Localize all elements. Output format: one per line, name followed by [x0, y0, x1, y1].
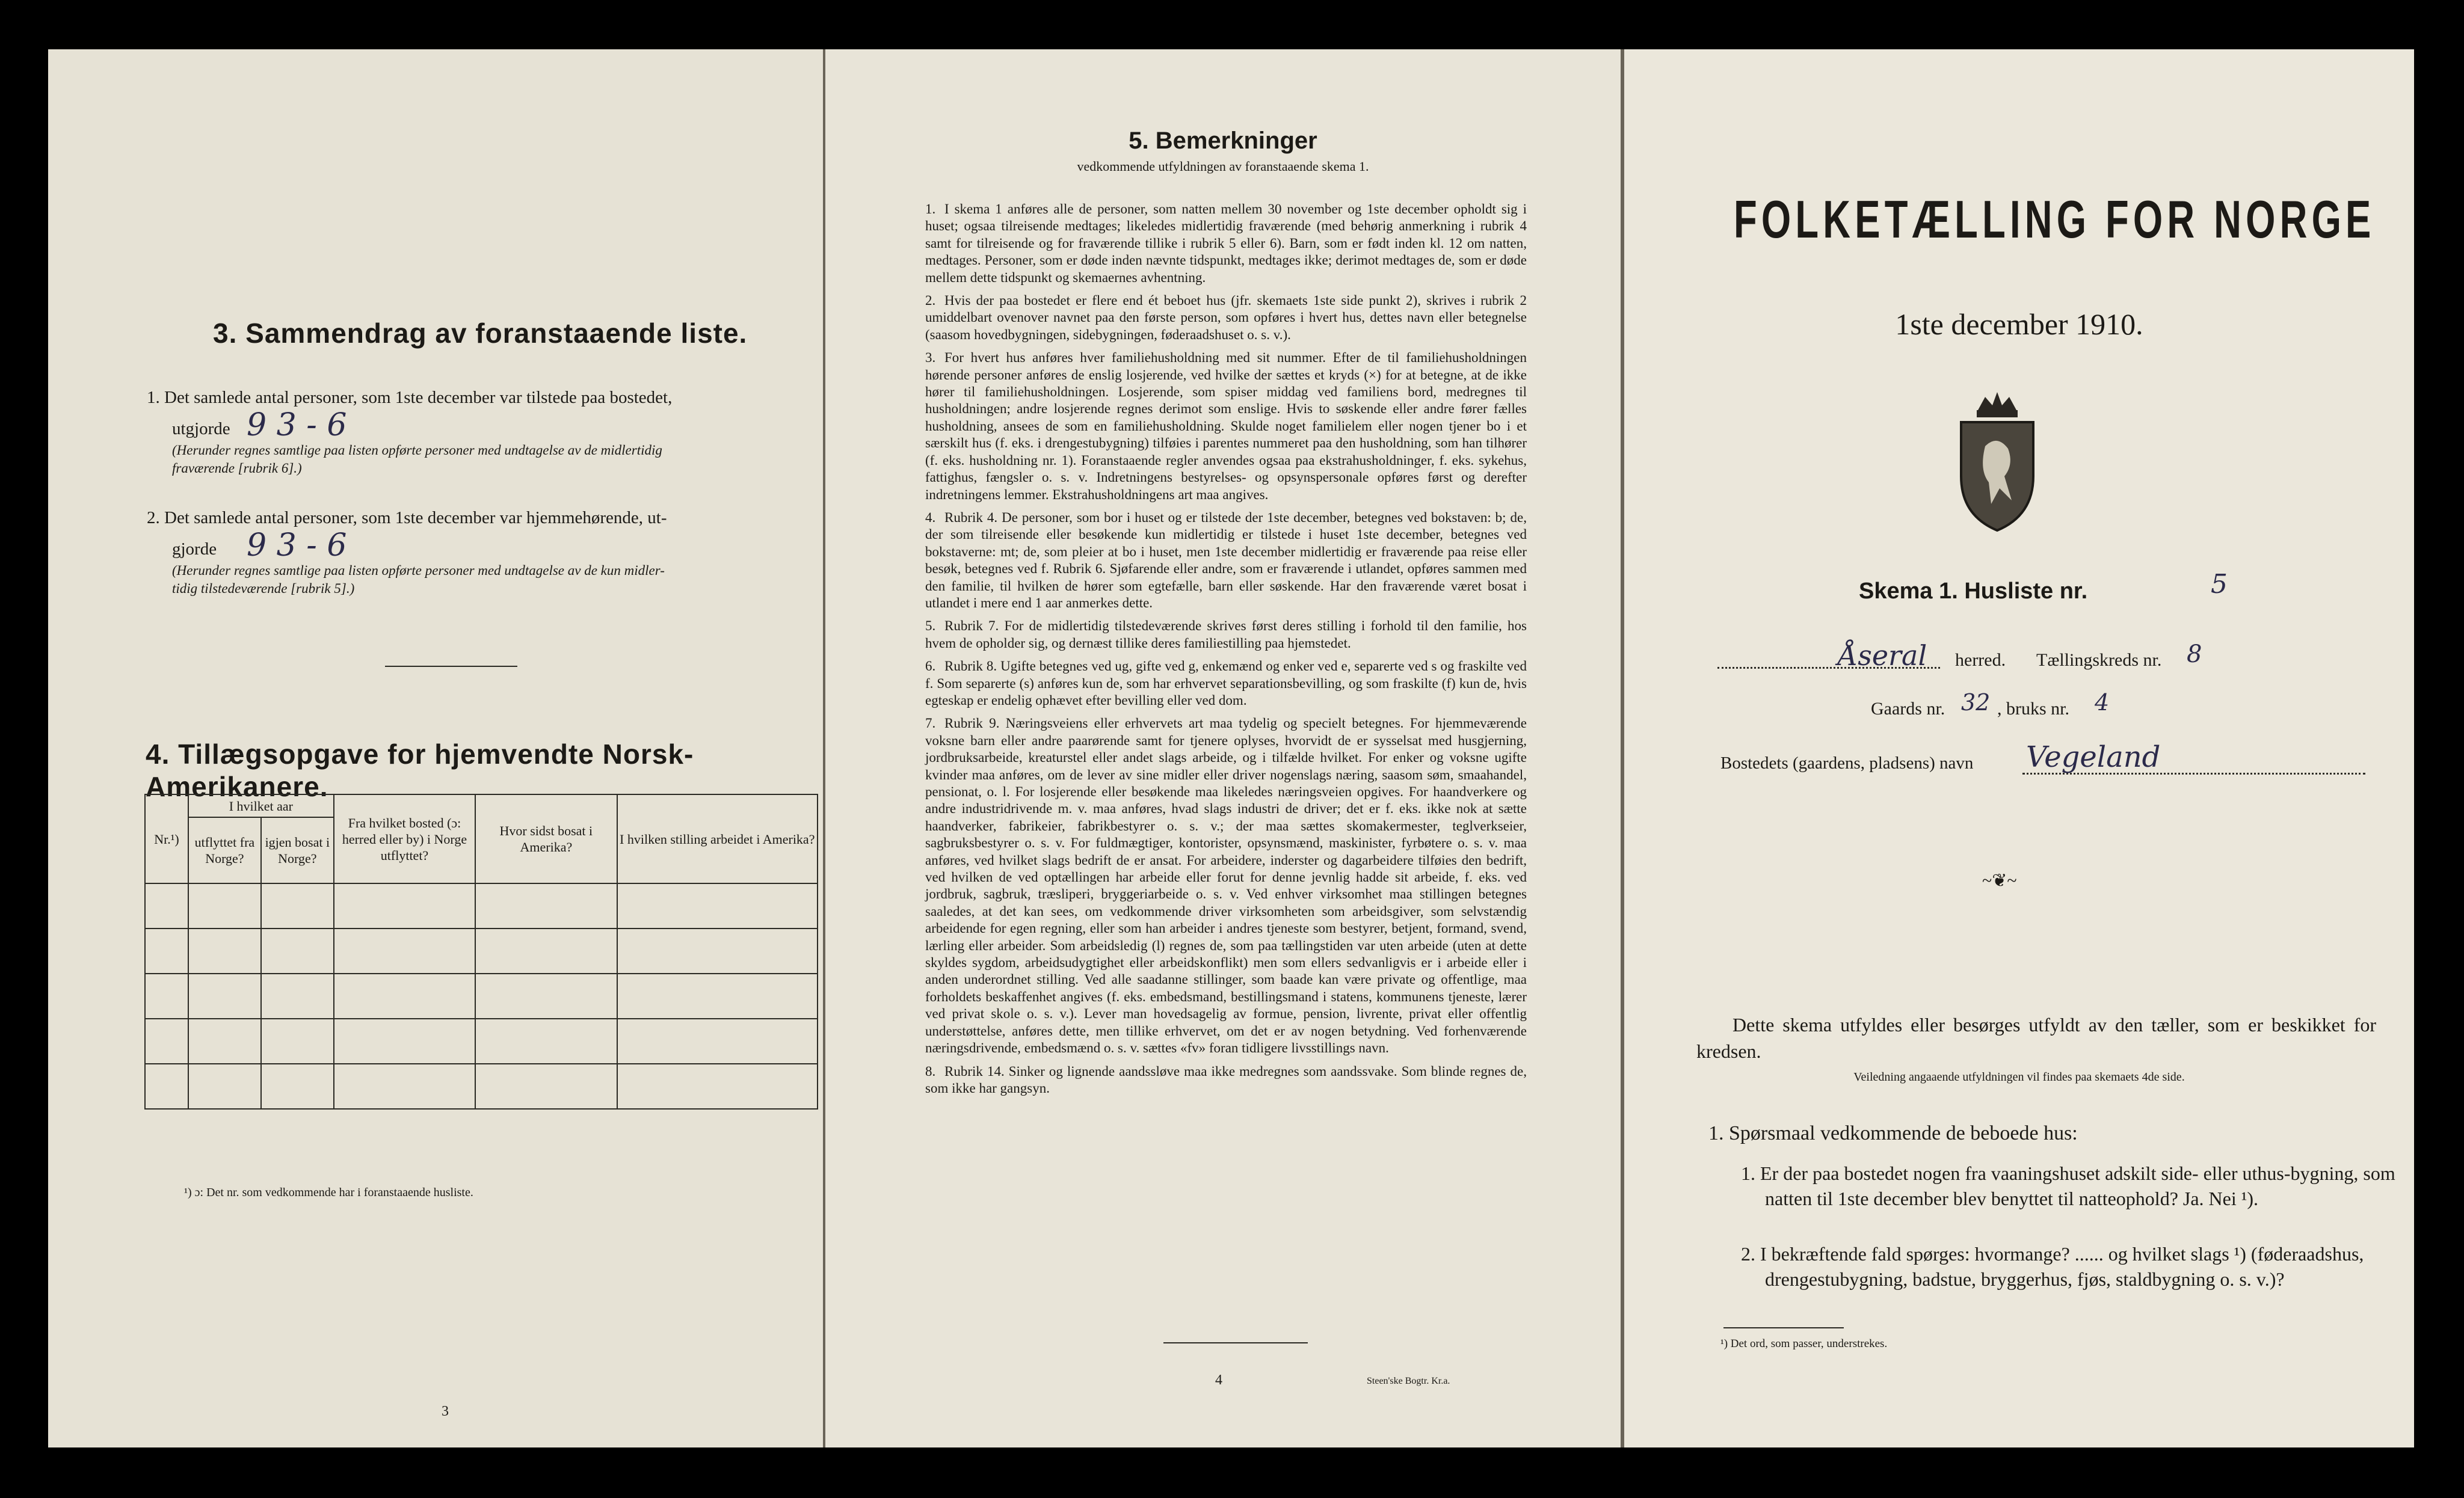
summary-item-1-lead: utgjorde	[172, 419, 230, 438]
remark-item	[925, 201, 1527, 286]
col-occupation: I hvilken stilling arbeidet i Amerika?	[617, 794, 818, 883]
note-line: fraværende [rubrik 6].)	[172, 461, 302, 476]
summary-item-2: 2. Det samlede antal personer, som 1ste december var hjemmehørende, ut-	[147, 508, 667, 527]
col-from-where: Fra hvilket bosted (ɔ: herred eller by) i Norge utflyttet?	[334, 794, 475, 883]
norsk-amerikanere-table	[144, 794, 818, 1110]
page-number: 4	[1215, 1372, 1222, 1388]
divider	[1163, 1342, 1308, 1343]
remark-number: 6.	[925, 658, 936, 674]
footnote: ¹) ɔ: Det nr. som vedkommende har i foranstaaende husliste.	[184, 1186, 473, 1199]
remarks-title: 5. Bemerkninger	[1129, 127, 1317, 154]
remarks-subtitle: vedkommende utfyldningen av foranstaaende skema 1.	[1077, 159, 1369, 174]
page-4	[825, 49, 1621, 1447]
question-1: 1. Er der paa bostedet nogen fra vaaningshuset adskilt side- eller uthus-bygning, som natten til 1ste december blev benyttet til natteophold? Ja. Nei ¹).	[1741, 1162, 2395, 1209]
remark-text: Rubrik 9. Næringsveiens eller erhvervets art maa tydelig og specielt betegnes. For hjemmeværende voksne barn eller andre paarørende samt for tjenere oplyses, hvorvidt de er sysselsat med husgjerning, jordbruksarbeide, kreaturstel eller andet slags arbeide, og i tilfælde hvilket. For enker og voksne ugifte kvinder maa anføres, om de lever av sine midler eller driver nogenslags næring, saasom søm, smaahandel, pensionat, o. l. For losjerende eller besøkende maa likeledes næringsveien opgives. For haandverkere og andre industridrivende m. v. maa anføres, hvad slags industri de driver; det er f. eks. ikke nok at sætte haandverker, fabrikeier, fabrikbestyrer o. s. v.; der maa sættes skomakermester, teglverkseier, sagbruksbestyrer o. s. v. For fuldmægtiger, kontorister, opsynsmænd, maskinister, fyrbøtere o. s. v. maa anføres, ved hvilket slags bedrift de er ansat. For arbeidere, inderster og dagarbeidere tilføies den bedrift, ved hvilken de ved optællingen har arbeide eller forut for denne jevnlig hadde sit arbeide, f. eks. ved jordbruk, sagbruk, træsliperi, bryggeriarbeide o. s. v. Ved enhver virksomhet maa stillingen betegnes saaledes, at det kan sees, om vedkommende driver virksomheten som arbeidsgiver, som selvstændig arbeidende for egen regning, eller som han arbeider i andres tjeneste som bestyrer, betjent, formand, svend, lærling eller arbeider. Som arbeidsledig (l) regnes de, som paa tællingstiden var uten arbeide (uten at dette skyldes sygdom, arbeidsudygtighet eller arbeidskonflikt) men som ellers sedvanligvis er i arbeide eller i anden underordnet stilling. Ved alle saadanne stillinger, som baade kan være private og offentlige, maa forholdets beskaffenhet angives (f. eks. embedsmand, bestillingsmand i statens, kommunens tjeneste, lærer ved privat skole o. s. v.). Lever man hovedsagelig av formue, pension, livrente, privat eller offentlig understøttelse, anføres dette, men tillike erhvervet, om det er av nogen betydning. Ved forhenværende næringsdrivende, embedsmænd o. s. v. sættes «fv» foran tidligere livsstillings navn.	[925, 716, 1527, 1056]
remark-item	[925, 509, 1527, 612]
printer-imprint: Steen'ske Bogtr. Kr.a.	[1367, 1376, 1450, 1386]
remarks-list	[925, 201, 1527, 1103]
summary-item-1-value: 9 3 - 6	[247, 407, 347, 443]
remark-number: 1.	[925, 201, 936, 216]
summary-item-2-lead: gjorde	[172, 539, 217, 559]
census-title: FOLKETÆLLING FOR NORGE	[1734, 189, 2376, 249]
remark-text: I skema 1 anføres alle de personer, som natten mellem 30 november og 1ste december opholdt sig i huset; ogsaa tilreisende medtages; likeledes midlertidig fraværende (med behørig anmerkning i rubrik 4 samt for tilreisende og for fraværende tillike i rubrik 5 eller 6). Barn, som er født inden kl. 12 om natten, medtages. Personer, som er døde inden nævnte tidspunkt, medtages ikke; derimot medtages de, som er døde mellem dette tidspunkt og skemaernes avhentning.	[925, 201, 1527, 285]
husliste-number: 5	[2211, 569, 2228, 600]
coat-of-arms-icon	[1949, 386, 2045, 536]
page-3	[48, 49, 823, 1447]
remark-number: 3.	[925, 350, 936, 366]
bosted-line	[1720, 740, 2394, 780]
divider	[385, 666, 517, 667]
table-row	[145, 1019, 818, 1064]
gaards-line	[1871, 689, 2292, 724]
questions-heading: 1. Spørsmaal vedkommende de beboede hus:	[1708, 1122, 2078, 1144]
herred-label: herred.	[1955, 650, 2006, 670]
table-row	[145, 1064, 818, 1109]
remark-text: Hvis der paa bostedet er flere end ét beboet hus (jfr. skemaets 1ste side punkt 2), skrives i rubrik 2 umiddelbart ovenover navnet paa den første person, som opføres i hvert hus, dettes navn eller betegnelse (saasom hovedbygningen, sidebygningen, føderaadshuset o. s. v.).	[925, 293, 1527, 342]
remark-text: Rubrik 8. Ugifte betegnes ved ug, gifte ved g, enkemænd og enker ved e, separerte ved s og fraskilte ved f. Som separerte (s) anføres kun de, som har erhvervet separationsbevilling, og som fraskilte (f) kun de, hvis egteskap er endelig ophævet efter bevilling eller ved dom.	[925, 658, 1527, 708]
remark-number: 8.	[925, 1063, 936, 1079]
summary-item-2-value: 9 3 - 6	[247, 527, 347, 563]
herred-value: Åseral	[1838, 639, 1927, 672]
remark-item	[925, 715, 1527, 1057]
bruks-value: 4	[2095, 689, 2110, 716]
guide-text: Veiledning angaaende utfyldningen vil findes paa skemaets 4de side.	[1853, 1070, 2185, 1084]
col-nr: Nr.¹)	[145, 794, 188, 883]
bosted-label: Bostedets (gaardens, pladsens) navn	[1720, 754, 1974, 773]
question-2: 2. I bekræftende fald spørges: hvormange? ...... og hvilket slags ¹) (føderaadshus, drengestubygning, badstue, bryggerhus, fjøs, staldbygning o. s. v.)?	[1741, 1243, 2364, 1290]
table-row	[145, 883, 818, 929]
census-date: 1ste december 1910.	[1895, 307, 2143, 341]
ornament-icon: ~❦~	[1982, 871, 2017, 891]
kreds-value: 8	[2187, 640, 2202, 668]
summary-item-1: 1. Det samlede antal personer, som 1ste december var tilstede paa bostedet,	[147, 388, 673, 407]
remark-number: 2.	[925, 293, 936, 309]
summary-item-2-note	[172, 562, 804, 598]
remark-item	[925, 618, 1527, 652]
table-row	[145, 929, 818, 974]
remark-text: For hvert hus anføres hver familiehusholdning med sit nummer. Efter de til familiehusholdningen hørende personer anføres de enslig losjerende, ved hvilke der sættes et kryds (×) for at betegne, at de ikke hører til familiehusholdningen. Losjerende, som spiser middag ved familiens bord, medregnes til husholdningen; andre losjerende regnes derimot som enslige. Hvis to søskende eller andre fører fælles husholdning, ansees de som en familiehusholdning. Skulde noget familielem eller nogen tjener bo i et særskilt hus (f. eks. i drengestubygning) tilføies i parentes nummeret paa den husholdning, som han tilhører (f. eks. husholdning nr. 1). Foranstaaende regler anvendes ogsaa paa ekstrahusholdninger, f. eks. sykehus, fattighus, fængsler o. s. v. Indretningens bestyrelses- og opsynspersonale opføres først og derefter indretningens lemmer. Ekstrahusholdningens art maa angives.	[925, 350, 1527, 502]
herred-line	[1717, 639, 2403, 678]
remark-item	[925, 349, 1527, 503]
gaards-value: 32	[1961, 689, 1991, 716]
remark-item	[925, 292, 1527, 343]
remark-text: Rubrik 4. De personer, som bor i huset og er tilstede der 1ste december, betegnes ved bokstaven: b; de, der som tilreisende eller besøkende kun midlertidig er tilstede i huset 1ste december, betegnes ved bokstaverne: mt; de, som pleier at bo i huset, men 1ste december midlertidig er fraværende paa reise eller besøk, betegnes ved f. Rubrik 6. Sjøfarende eller andre, som er fraværende i utlandet, opføres sammen med den familie, til hvilken de hører som egtefælle, barn eller søskende. Har den fraværende været bosat i utlandet i mere end 1 aar anmerkes dette.	[925, 509, 1527, 610]
section-4-title: 4. Tillægsopgave for hjemvendte Norsk-Amerikanere.	[146, 738, 694, 802]
remark-text: Rubrik 7. For de midlertidig tilstedeværende skrives først deres stilling i forhold til den familie, hos hvem de opholder sig, og dernæst tillike deres familiestilling paa hjemstedet.	[925, 618, 1527, 651]
remark-number: 7.	[925, 716, 936, 731]
note-line: (Herunder regnes samtlige paa listen opførte personer med undtagelse av de midlertidig	[172, 443, 662, 458]
col-last-residence: Hvor sidst bosat i Amerika?	[475, 794, 617, 883]
footnote: ¹) Det ord, som passer, understrekes.	[1720, 1337, 1888, 1350]
page-1	[1624, 49, 2414, 1447]
note-line: tidig tilstedeværende [rubrik 5].)	[172, 581, 355, 596]
note-line: (Herunder regnes samtlige paa listen opførte personer med undtagelse av de kun midler-	[172, 563, 665, 578]
table-row	[145, 974, 818, 1019]
remark-text: Rubrik 14. Sinker og lignende aandssløve maa ikke medregnes som aandssvake. Som blinde regnes de, som ikke har gangsyn.	[925, 1063, 1527, 1096]
section-3-title: 3. Sammendrag av foranstaaende liste.	[213, 318, 748, 349]
remark-item	[925, 1063, 1527, 1097]
kreds-label: Tællingskreds nr.	[2036, 650, 2162, 670]
intro-text: Dette skema utfyldes eller besørges utfyldt av den tæller, som er beskikket for kredsen.	[1696, 1014, 2376, 1062]
remark-number: 5.	[925, 618, 936, 634]
gaards-label: Gaards nr.	[1871, 699, 1945, 719]
bruks-label: , bruks nr.	[1997, 699, 2069, 719]
col-year-group: I hvilket aar	[188, 794, 334, 817]
page-number: 3	[442, 1404, 449, 1419]
col-emigrated: utflyttet fra Norge?	[188, 817, 261, 883]
divider	[1723, 1327, 1844, 1328]
remark-number: 4.	[925, 509, 936, 525]
col-returned: igjen bosat i Norge?	[261, 817, 334, 883]
remark-item	[925, 658, 1527, 709]
schema-label: Skema 1. Husliste nr.	[1859, 579, 2088, 604]
bosted-value: Vegeland	[2026, 740, 2161, 774]
summary-item-1-note	[172, 441, 804, 477]
